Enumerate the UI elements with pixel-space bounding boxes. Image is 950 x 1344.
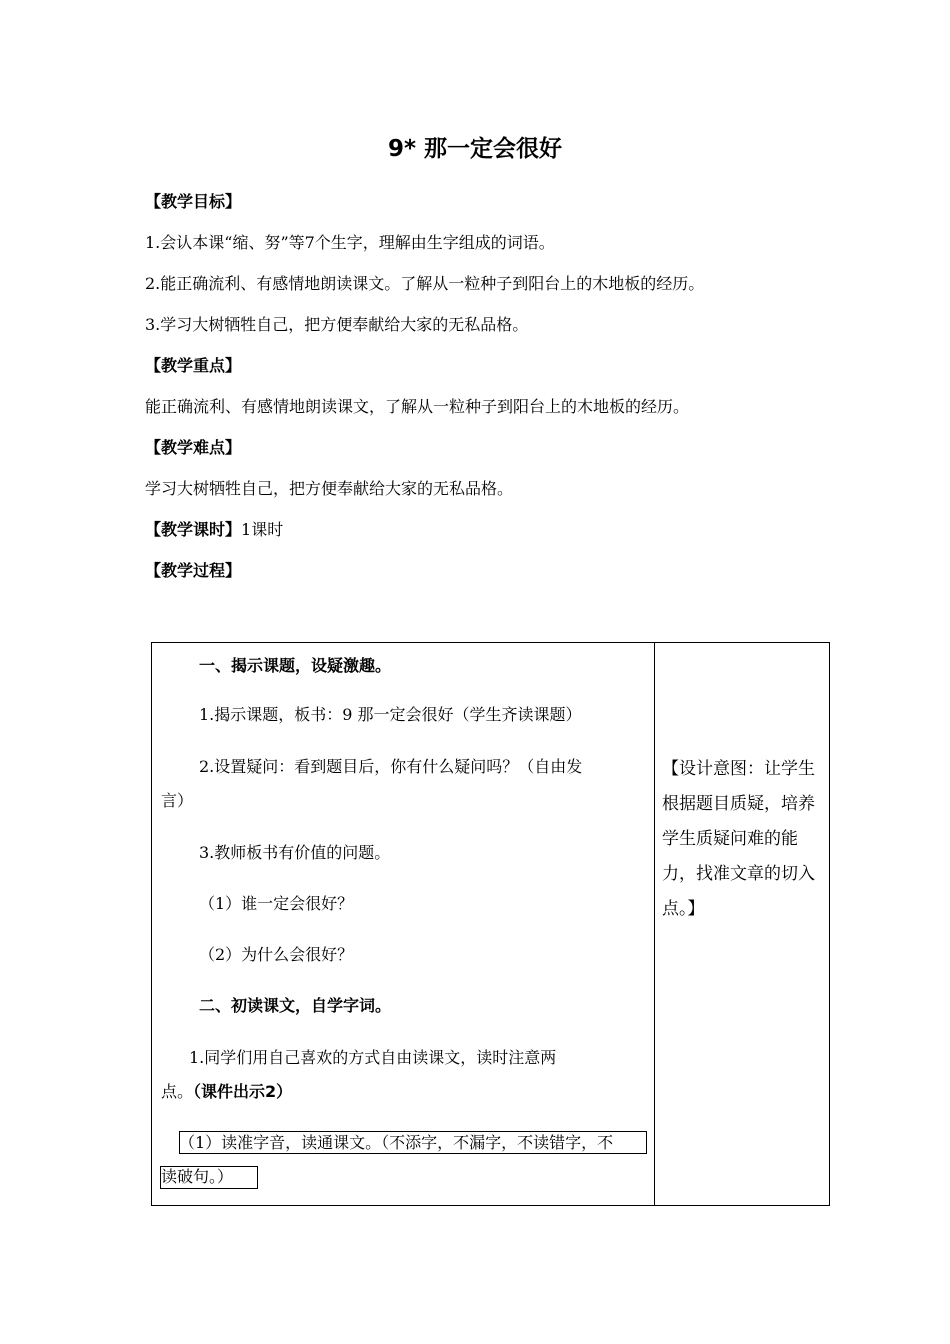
requirement-line2: 读破句。） (161, 1167, 234, 1186)
process-table (151, 642, 830, 1206)
section1-step2-line1: 2.设置疑问：看到题目后，你有什么疑问吗？（自由发 (199, 757, 583, 776)
design-intent-note: 【设计意图：让学生根据题目质疑，培养学生质疑问难的能力，找准文章的切入点。】 (662, 759, 815, 919)
objectives-heading: 【教学目标】 (145, 192, 242, 211)
section1-step1: 1.揭示课题，板书：9 那一定会很好（学生齐读课题） (199, 705, 582, 724)
class-hours-heading: 【教学课时】 (145, 520, 242, 539)
section1-title: 一、揭示课题，设疑激趣。 (199, 656, 392, 675)
class-hours-line (145, 518, 825, 542)
difficulties-text: 学习大树牺牲自己，把方便奉献给大家的无私品格。 (145, 479, 514, 498)
requirement-line1: （1）读准字音，读通课文。（不添字，不漏字，不读错字，不 (179, 1133, 614, 1152)
section2-step1-line2 (161, 1080, 292, 1104)
process-heading: 【教学过程】 (145, 561, 242, 580)
section1-question2: （2）为什么会很好？ (199, 945, 354, 964)
section1-step2-line2: 言） (161, 791, 194, 810)
section2-title: 二、初读课文，自学字词。 (199, 996, 392, 1015)
key-points-text: 能正确流利、有感情地朗读课文，了解从一粒种子到阳台上的木地板的经历。 (145, 397, 690, 416)
section1-question1: （1）谁一定会很好？ (199, 894, 354, 913)
courseware-note: （课件出示2） (193, 1082, 293, 1101)
objective-item-2: 2.能正确流利、有感情地朗读课文。了解从一粒种子到阳台上的木地板的经历。 (145, 274, 705, 293)
objective-item-1: 1.会认本课“缩、努”等7个生字，理解由生字组成的词语。 (145, 233, 555, 252)
column-divider (654, 643, 655, 1205)
section2-step1-line1: 1.同学们用自己喜欢的方式自由读课文，读时注意两 (189, 1048, 557, 1067)
page-title: 9* 那一定会很好 (387, 136, 563, 162)
key-points-heading: 【教学重点】 (145, 356, 242, 375)
section2-step1-text: 点。 (161, 1082, 194, 1101)
difficulties-heading: 【教学难点】 (145, 438, 242, 457)
objective-item-3: 3.学习大树牺牲自己，把方便奉献给大家的无私品格。 (145, 315, 529, 334)
section1-step3: 3.教师板书有价值的问题。 (199, 843, 391, 862)
class-hours-text: 1课时 (241, 520, 284, 539)
